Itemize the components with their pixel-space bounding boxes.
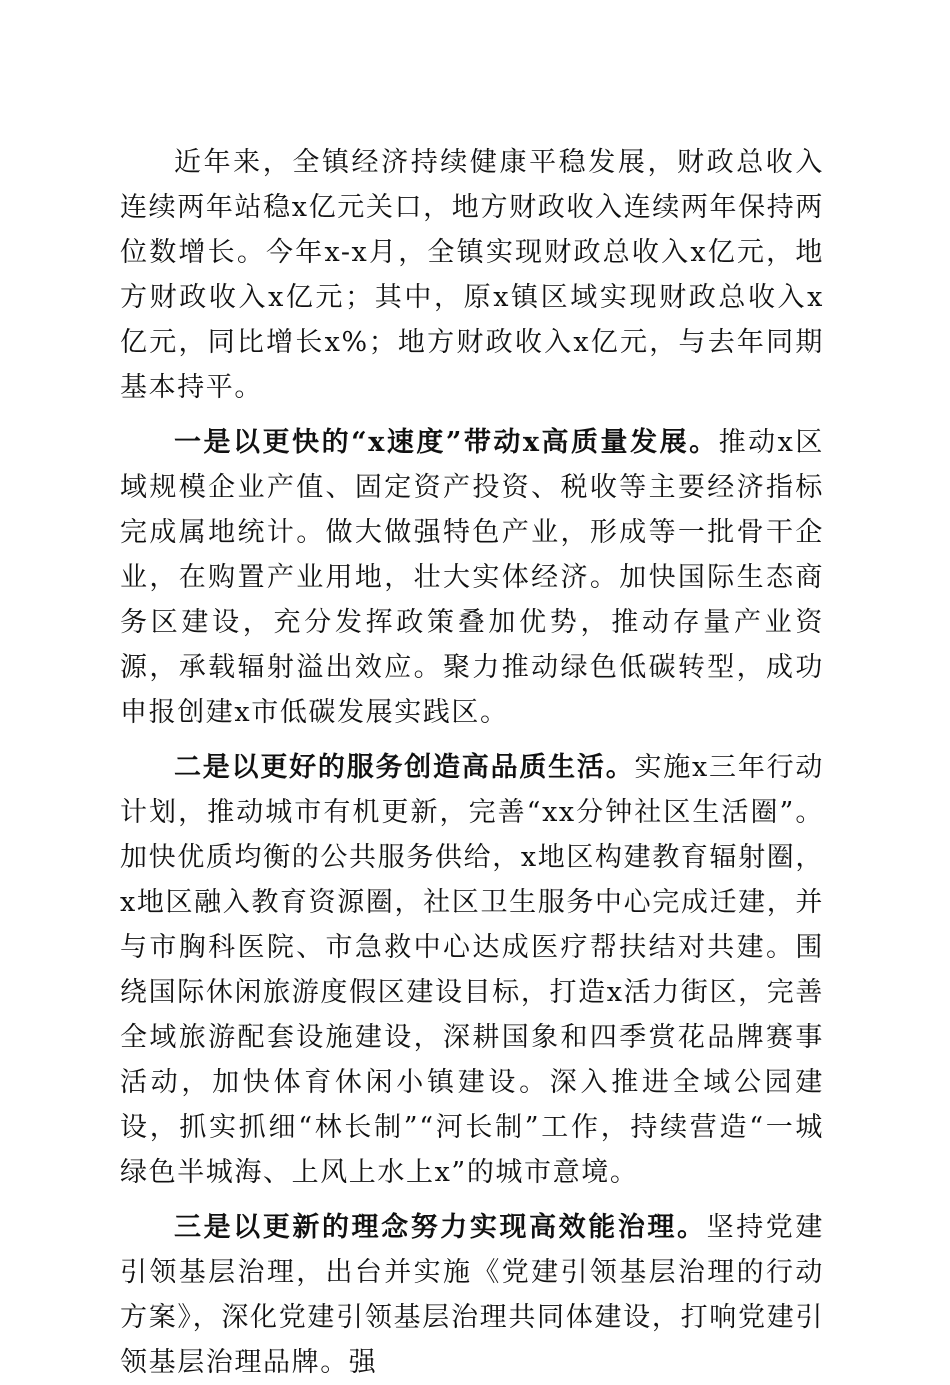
paragraph-text: 坚持党建引领基层治理，出台并实施《党建引领基层治理的行动方案》，深化党建引领基层治理共同体建设，打响党建引领基层治理品牌。强 (120, 1212, 824, 1378)
paragraph-economy-overview (120, 140, 824, 410)
paragraph-text: 推动x区域规模企业产值、固定资产投资、税收等主要经济指标完成属地统计。做大做强特色产业，形成等一批骨干企业，在购置产业用地，壮大实体经济。加快国际生态商务区建设，充分发挥政策叠加优势，推动存量产业资源，承载辐射溢出效应。聚力推动绿色低碳转型，成功申报创建x市低碳发展实践区。 (120, 427, 824, 728)
paragraph-high-quality-development (120, 420, 824, 735)
paragraph-lead: 三是以更新的理念努力实现高效能治理。 (174, 1212, 707, 1243)
paragraph-lead: 一是以更快的“x速度”带动x高质量发展。 (174, 427, 719, 458)
paragraph-lead: 二是以更好的服务创造高品质生活。 (174, 752, 635, 783)
paragraph-text: 实施x三年行动计划，推动城市有机更新，完善“xx分钟社区生活圈”。加快优质均衡的公共服务供给，x地区构建教育辐射圈，x地区融入教育资源圈，社区卫生服务中心完成迁建，并与市胸科医院、市急救中心达成医疗帮扶结对共建。围绕国际休闲旅游度假区建设目标，打造x活力街区，完善全域旅游配套设施建设，深耕国象和四季赏花品牌赛事活动，加快体育休闲小镇建设。深入推进全域公园建设，抓实抓细“林长制”“河长制”工作，持续营造“一城绿色半城海、上风上水上x”的城市意境。 (120, 752, 824, 1188)
paragraph-efficient-governance (120, 1205, 824, 1385)
paragraph-quality-life (120, 745, 824, 1195)
paragraph-text: 近年来，全镇经济持续健康平稳发展，财政总收入连续两年站稳x亿元关口，地方财政收入连续两年保持两位数增长。今年x-x月，全镇实现财政总收入x亿元，地方财政收入x亿元；其中，原x镇区域实现财政总收入x亿元，同比增长x%；地方财政收入x亿元，与去年同期基本持平。 (120, 147, 824, 403)
